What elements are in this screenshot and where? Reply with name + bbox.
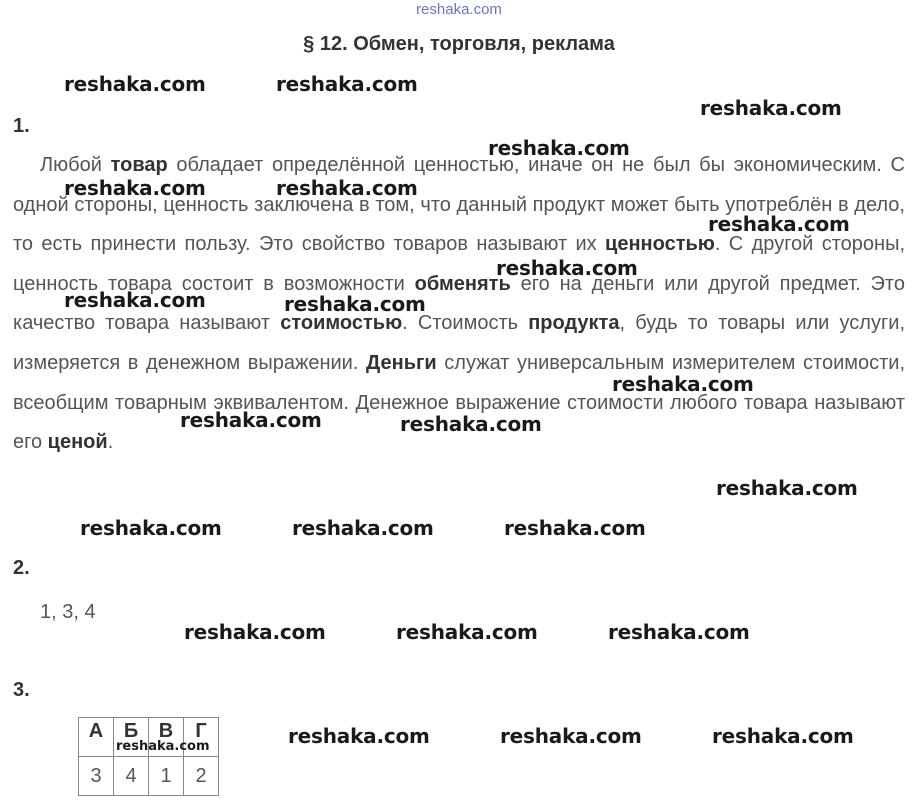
bold-term: стоимостью (280, 312, 403, 335)
watermark: reshaka.com (80, 516, 222, 540)
watermark: reshaka.com (504, 516, 646, 540)
watermark: reshaka.com (488, 136, 630, 160)
answer-table-header-cell: В (149, 718, 184, 757)
text-run: , будь то товары или услуги, измеряется в денежном выражении. (13, 312, 905, 374)
bold-term: товар (110, 154, 168, 176)
watermark: reshaka.com (400, 412, 542, 436)
bold-term: ценностью (605, 233, 715, 256)
watermark: reshaka.com (700, 96, 842, 120)
answer-table (78, 717, 219, 796)
answer-table-header-cell: А (79, 718, 114, 757)
text-run: его на деньги или другой предмет. Это качество товара называют (13, 272, 905, 335)
text-run: . С другой стороны, ценность товара состоит в возможности (13, 233, 906, 295)
watermark: reshaka.com (64, 72, 206, 96)
bold-term: продукта (528, 312, 620, 335)
watermark: reshaka.com (180, 408, 322, 432)
watermark: reshaka.com (496, 256, 638, 280)
answer-table-value-cell: 3 (79, 757, 114, 796)
text-run: служат универсальным измерителем стоимости, всеобщим товарным эквивалентом. Денежное выражение стоимости любого товара называют его (13, 351, 905, 454)
answer-table-header-cell: Б (114, 718, 149, 757)
watermark: reshaka.com (708, 212, 850, 236)
text-run: . Стоимость (402, 312, 529, 335)
watermark: reshaka.com (396, 620, 538, 644)
answer-table-value-cell: 2 (184, 757, 219, 796)
watermark: reshaka.com (276, 72, 418, 96)
text-run: Любой (40, 154, 111, 176)
bold-term: Деньги (366, 351, 437, 374)
text-run: обладает определённой ценностью, иначе он не был бы экономическим. С одной стороны, ценность заключена в том, что данный продукт может быть употреблён в дело, то есть принести пользу. Это свойство товаров называют их (13, 154, 906, 256)
watermark: reshaka.com (712, 724, 854, 748)
bold-term: обменять (414, 272, 511, 295)
watermark: reshaka.com (64, 288, 206, 312)
watermark: reshaka.com (288, 724, 430, 748)
answer-table-value-row (79, 757, 219, 796)
answer-table-value-cell: 1 (149, 757, 184, 796)
section-2-answer: 1, 3, 4 (40, 601, 96, 623)
text-run: . (107, 431, 114, 454)
watermark: reshaka.com (276, 176, 418, 200)
answer-table-header-cell: Г (184, 718, 219, 757)
watermark: reshaka.com (284, 292, 426, 316)
watermark: reshaka.com (500, 724, 642, 748)
section-number-1: 1. (13, 115, 30, 137)
watermark: reshaka.com (64, 176, 206, 200)
answer-table-value-cell: 4 (114, 757, 149, 796)
bold-term: ценой (47, 431, 108, 454)
section-number-3: 3. (13, 679, 30, 701)
watermark: reshaka.com (612, 372, 754, 396)
watermark: reshaka.com (292, 516, 434, 540)
section-number-2: 2. (13, 557, 30, 579)
site-link[interactable]: reshaka.com (416, 1, 502, 18)
watermark: reshaka.com (608, 620, 750, 644)
watermark: reshaka.com (716, 476, 858, 500)
watermark: reshaka.com (116, 739, 210, 754)
page-title: § 12. Обмен, торговля, реклама (303, 33, 615, 55)
watermark: reshaka.com (184, 620, 326, 644)
